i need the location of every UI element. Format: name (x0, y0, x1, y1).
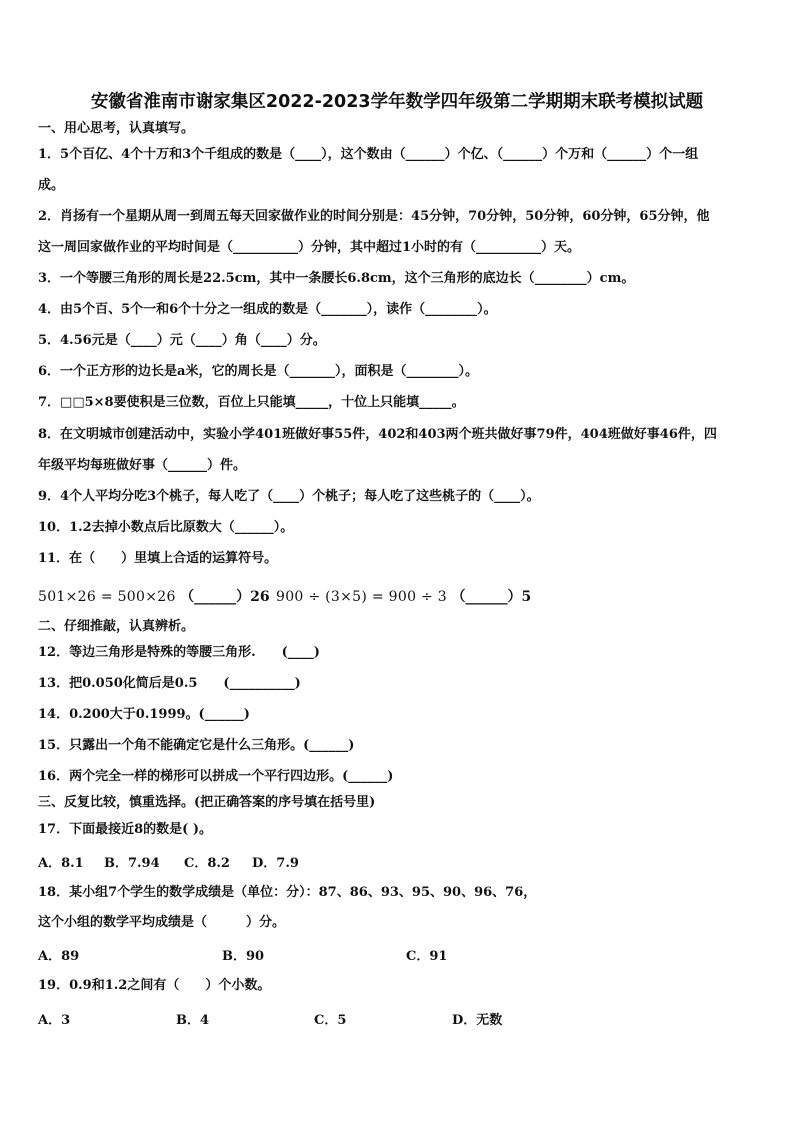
math-expression: 501×26 = 500×26 (38, 589, 176, 605)
q19-option-a: A．3 (38, 1013, 71, 1028)
question-18-line-2: 这个小组的数学平均成绩是（ ）分。 (38, 915, 286, 930)
section-heading-2: 二、仔细推敲，认真辨析。 (38, 619, 195, 634)
answer-blank: （______） (451, 589, 522, 605)
question-9: 9．4个人平均分吃3个桃子，每人吃了（____）个桃子；每人吃了这些桃子的（____）。 (38, 489, 540, 504)
question-1-line-2: 成。 (38, 178, 65, 193)
q17-option-b: B．7.94 (104, 856, 160, 871)
question-17: 17．下面最接近8的数是( )。 (38, 822, 212, 837)
question-12: 12．等边三角形是特殊的等腰三角形. (____) (38, 645, 320, 660)
question-16: 16．两个完全一样的梯形可以拼成一个平行四边形。(______) (38, 769, 394, 784)
question-11-expression-2 (276, 586, 531, 606)
q19-option-c: C．5 (314, 1013, 347, 1028)
question-1-line-1: 1．5个百亿、4个十万和3个千组成的数是（____），这个数由（______）个亿、（______）个万和（______）个一组 (38, 147, 699, 162)
q18-option-c: C．91 (406, 949, 448, 964)
question-6: 6．一个正方形的边长是a米，它的周长是（_______），面积是（________）。 (38, 364, 478, 379)
question-8-line-2: 年级平均每班做好事（______）件。 (38, 458, 247, 473)
q17-option-d: D．7.9 (252, 856, 299, 871)
section-heading-1: 一、用心思考，认真填写。 (38, 121, 195, 136)
question-8-line-1: 8．在文明城市创建活动中，实验小学401班做好事55件，402和403两个班共做好事79件，404班做好事46件，四 (38, 427, 717, 442)
question-14: 14．0.200大于0.1999。(______) (38, 707, 250, 722)
question-11-expression-1 (38, 586, 270, 606)
expression-tail: 26 (250, 589, 270, 605)
question-3: 3．一个等腰三角形的周长是22.5cm，其中一条腰长6.8cm，这个三角形的底边长（________）cm。 (38, 271, 635, 286)
question-2-line-1: 2．肖扬有一个星期从周一到周五每天回家做作业的时间分别是：45分钟，70分钟，50分钟，60分钟，65分钟，他 (38, 209, 710, 224)
math-expression: 900 ÷ (3×5) = 900 ÷ 3 (276, 589, 448, 605)
question-4: 4．由5个百、5个一和6个十分之一组成的数是（_______），读作（________）。 (38, 302, 497, 317)
question-13: 13．把0.050化简后是0.5 (__________) (38, 676, 301, 691)
answer-blank: （______） (180, 589, 251, 605)
question-18-line-1: 18．某小组7个学生的数学成绩是（单位：分）：87、86、93、95、90、96、76， (38, 885, 537, 900)
question-7: 7．□□5×8要使积是三位数，百位上只能填_____，十位上只能填_____。 (38, 395, 465, 410)
question-15: 15．只露出一个角不能确定它是什么三角形。(______) (38, 738, 355, 753)
q17-option-a: A．8.1 (38, 856, 84, 871)
section-heading-3: 三、反复比较，慎重选择。(把正确答案的序号填在括号里) (38, 795, 376, 810)
question-2-line-2: 这一周回家做作业的平均时间是（__________）分钟，其中超过1小时的有（__________）天。 (38, 240, 581, 255)
question-11: 11．在（ ）里填上合适的运算符号。 (38, 551, 278, 566)
question-19: 19．0.9和1.2之间有（ ）个小数。 (38, 978, 271, 993)
q19-option-d: D．无数 (452, 1013, 503, 1028)
q18-option-b: B．90 (222, 949, 265, 964)
page-title: 安徽省淮南市谢家集区2022-2023学年数学四年级第二学期期末联考模拟试题 (90, 92, 704, 112)
q18-option-a: A．89 (38, 949, 80, 964)
expression-tail: 5 (521, 589, 532, 605)
question-5: 5．4.56元是（____）元（____）角（____）分。 (38, 333, 326, 348)
question-10: 10．1.2去掉小数点后比原数大（______）。 (38, 520, 294, 535)
q19-option-b: B．4 (176, 1013, 210, 1028)
q17-option-c: C．8.2 (184, 856, 230, 871)
